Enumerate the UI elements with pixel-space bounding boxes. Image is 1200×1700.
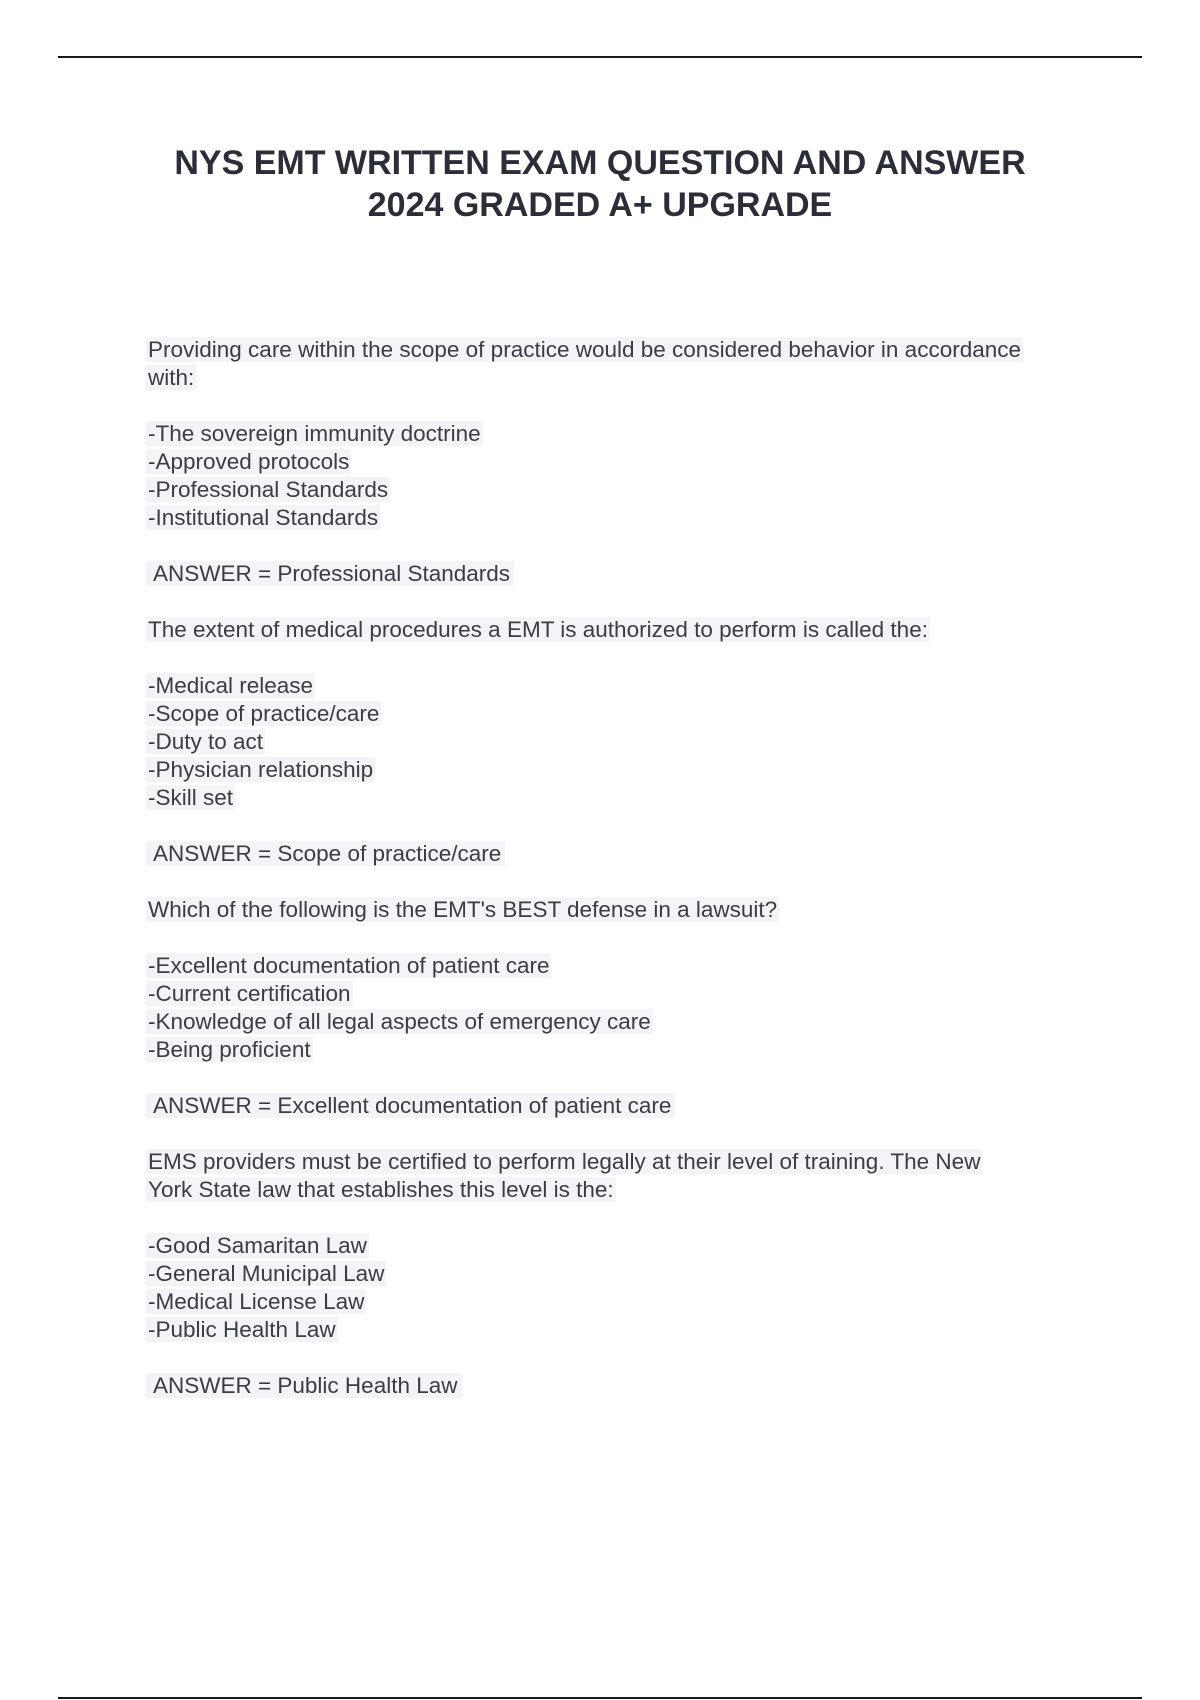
title-line-2: 2024 GRADED A+ UPGRADE [367,186,833,224]
option: -Skill set [148,785,234,810]
question-2-answer [146,840,1106,868]
answer-text: ANSWER = Public Health Law [146,1373,462,1398]
question-3 [146,896,1106,924]
option: -Good Samaritan Law [148,1233,367,1258]
option: -Medical License Law [148,1289,365,1314]
option: -Excellent documentation of patient care [148,953,550,978]
option: -Physician relationship [148,757,374,782]
question-text: The extent of medical procedures a EMT is authorized to perform is called the: [148,617,928,642]
option: -Professional Standards [148,477,389,502]
answer-text: ANSWER = Scope of practice/care [146,841,505,866]
option: -Medical release [148,673,314,698]
question-text: Which of the following is the EMT's BEST defense in a lawsuit? [148,897,778,922]
option: -Current certification [148,981,351,1006]
question-4-answer [146,1372,1106,1400]
bottom-rule [58,1697,1142,1699]
title-line-1: NYS EMT WRITTEN EXAM QUESTION AND ANSWER [174,144,1026,182]
question-3-options [146,952,1106,1064]
question-4-options [146,1232,1106,1344]
option: -Scope of practice/care [148,701,380,726]
option: -Approved protocols [148,449,350,474]
option: -Being proficient [148,1037,311,1062]
question-2-options [146,672,1106,812]
question-1-answer [146,560,1106,588]
question-text: York State law that establishes this level is the: [148,1177,614,1202]
option: -General Municipal Law [148,1261,385,1286]
option: -Duty to act [148,729,264,754]
question-text: Providing care within the scope of practice would be considered behavior in accordance [148,337,1022,362]
question-text: EMS providers must be certified to perform legally at their level of training. The New [148,1149,981,1174]
option: -The sovereign immunity doctrine [148,421,481,446]
question-3-answer [146,1092,1106,1120]
question-text: with: [148,365,195,390]
answer-text: ANSWER = Professional Standards [146,561,514,586]
question-2 [146,616,1106,644]
top-rule [58,56,1142,58]
question-1-options [146,420,1106,532]
question-1 [146,336,1106,392]
option: -Public Health Law [148,1317,336,1342]
option: -Knowledge of all legal aspects of emergency care [148,1009,651,1034]
question-4 [146,1148,1106,1204]
answer-text: ANSWER = Excellent documentation of patient care [146,1093,675,1118]
option: -Institutional Standards [148,505,379,530]
qa-content [146,336,1106,1428]
document-title [100,142,1100,226]
